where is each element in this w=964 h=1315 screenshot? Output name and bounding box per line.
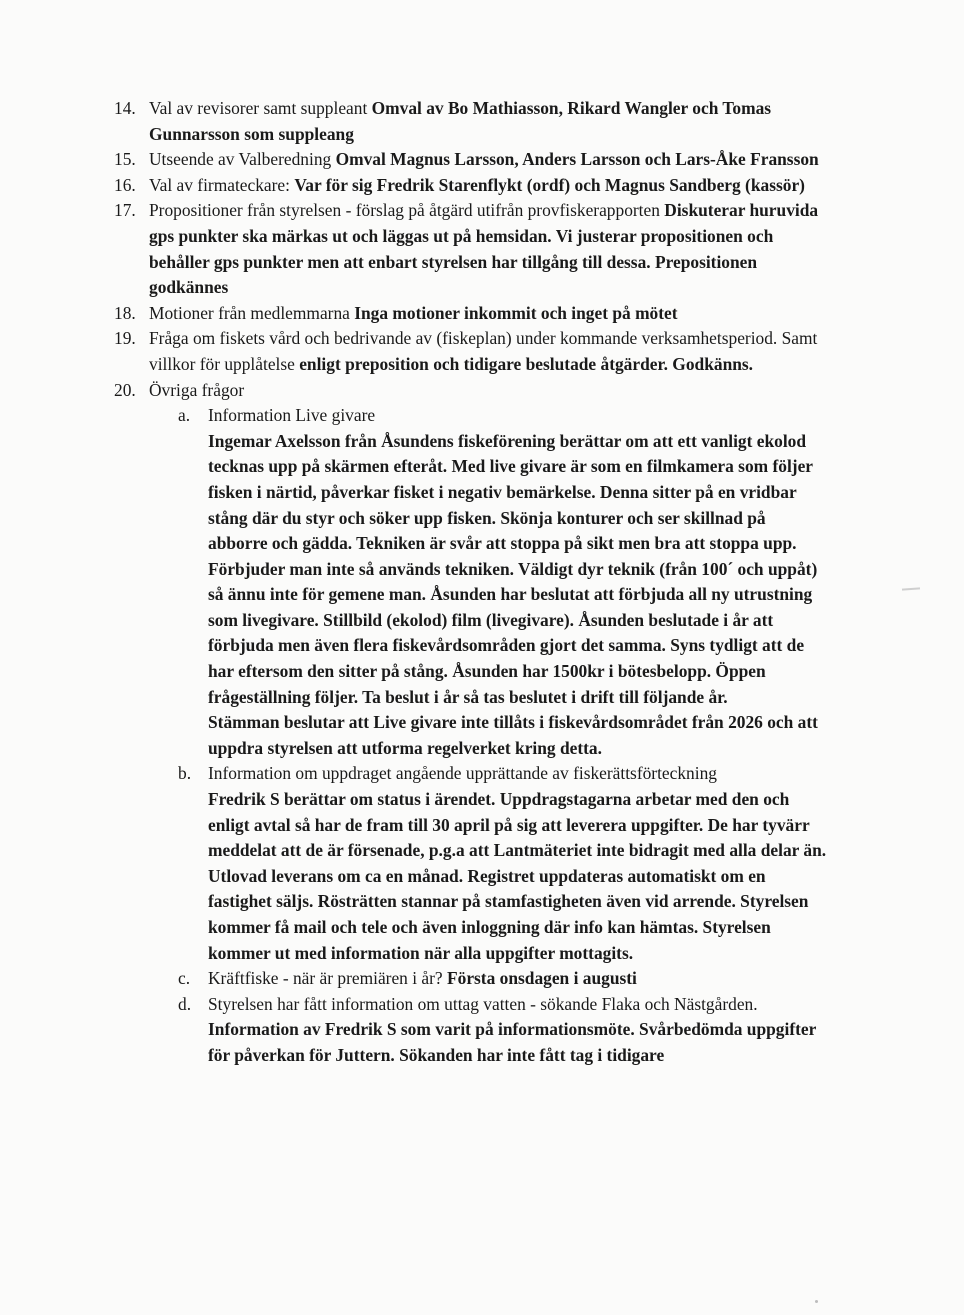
item-text: Övriga frågor bbox=[149, 379, 245, 400]
item-text: Val av firmateckare: bbox=[149, 174, 295, 195]
subitem-c bbox=[0, 966, 829, 992]
item-text: Motioner från medlemmarna bbox=[149, 302, 355, 323]
item-text: Fråga om fiskets vård och bedrivande av (fiskeplan) under kommande verksamhetsperiod. Samt villkor för upplåtelse bbox=[149, 328, 818, 374]
agenda-item-20 bbox=[0, 378, 829, 404]
subitem-decision: Första onsdagen i augusti bbox=[447, 968, 637, 989]
subitem-discussion: Information av Fredrik S som varit på informationsmöte. Svårbedömda uppgifter för påverkan för Juttern. Sökanden har inte fått tag i tidigare bbox=[208, 1019, 817, 1065]
agenda-item-19 bbox=[0, 326, 829, 377]
subitem-discussion: Ingemar Axelsson från Åsundens fiskeförening berättar om att ett vanligt ekolod tecknas upp på skärmen efteråt. Med live givare är som en filmkamera som följer fisken i närtid, påverkar fisket i negativ bemärkelse. Denna sitter på en vridbar stång där du styr och söker upp fisken. Skönja konturer och ser skillnad på abborre och gädda. Tekniken är svår att stoppa på sikt men bra att stoppa upp. Förbjuder man inte så används tekniken. Väldigt dyr teknik (från 100´ och uppåt) så ännu inte för gemene man. Åsunden har beslutat att förbjuda all ny utrustning som livegivare. Stillbild (ekolod) film (livegivare). Åsunden beslutade i år att förbjuda men även flera fiskevårdsområden gjort det samma. Syns tydligt att de har eftersom den sitter på stång. Åsunden har 1500kr i bötesbelopp. Öppen frågeställning följer. Ta beslut i år så tas beslutet i drift till följande år. bbox=[208, 430, 818, 707]
subitem-letter: d. bbox=[178, 993, 192, 1014]
subitem-letter: a. bbox=[178, 405, 191, 426]
item-number: 17. bbox=[114, 200, 136, 221]
agenda-item-15 bbox=[0, 147, 829, 173]
subitem-decision: Stämman beslutar att Live givare inte tillåts i fiskevårdsområdet från 2026 och att uppdra styrelsen att utforma regelverket kring detta. bbox=[208, 712, 818, 758]
subitem-letter: c. bbox=[178, 968, 191, 989]
agenda-item-16 bbox=[0, 173, 829, 199]
item-decision: Omval av Bo Mathiasson, Rikard Wangler och Tomas Gunnarsson som suppleang bbox=[149, 98, 772, 144]
agenda-item-18 bbox=[0, 301, 829, 327]
subitem-heading: Styrelsen har fått information om uttag vatten - sökande Flaka och Nästgården. bbox=[208, 993, 758, 1014]
agenda-item-17 bbox=[0, 198, 829, 300]
subitem-heading: Kräftfiske - när är premiären i år? bbox=[208, 968, 447, 989]
item-number: 20. bbox=[114, 379, 136, 400]
scan-speck bbox=[815, 1300, 818, 1303]
agenda-item-14 bbox=[0, 96, 829, 147]
item-number: 15. bbox=[114, 149, 136, 170]
subitem-letter: b. bbox=[178, 763, 192, 784]
document-page bbox=[0, 96, 964, 1069]
item-decision: Var för sig Fredrik Starenflykt (ordf) och Magnus Sandberg (kassör) bbox=[294, 174, 805, 195]
item-decision: Inga motioner inkommit och inget på mötet bbox=[354, 302, 678, 323]
item-decision: Omval Magnus Larsson, Anders Larsson och Lars-Åke Fransson bbox=[335, 149, 819, 170]
subitem-a bbox=[0, 403, 829, 761]
item-number: 18. bbox=[114, 302, 136, 323]
subitem-heading: Information Live givare bbox=[208, 405, 376, 426]
subitem-discussion: Fredrik S berättar om status i ärendet. Uppdragstagarna arbetar med den och enligt avtal så har de fram till 30 april på sig att leverera uppgifter. De har tyvärr meddelat att de är försenade, p.g.a att Lantmäteriet inte bidragit med alla delar än. Utlovad leverans om ca en månad. Registret uppdateras automatiskt om en fastighet säljs. Rösträtten stannar på stamfastigheten även vid arrende. Styrelsen kommer få mail och tele och även inloggning där info kan hämtas. Styrelsen kommer ut med information när alla uppgifter mottagits. bbox=[208, 789, 827, 963]
item-text: Propositioner från styrelsen - förslag på åtgärd utifrån provfiskerapporten bbox=[149, 200, 665, 221]
item-decision: Diskuterar huruvida gps punkter ska märkas ut och läggas ut på hemsidan. Vi justerar propositionen och behåller gps punkter men att enbart styrelsen har tillgång till dessa. Prepositionen godkännes bbox=[149, 200, 819, 298]
item-text: Utseende av Valberedning bbox=[149, 149, 336, 170]
subitem-b bbox=[0, 761, 829, 966]
item-number: 19. bbox=[114, 328, 136, 349]
item-decision: enligt preposition och tidigare beslutade åtgärder. Godkänns. bbox=[299, 353, 754, 374]
subitem-d bbox=[0, 992, 829, 1069]
item-text: Val av revisorer samt suppleant bbox=[149, 98, 372, 118]
subitem-heading: Information om uppdraget angående upprättande av fiskerättsförteckning bbox=[208, 763, 717, 784]
item-number: 16. bbox=[114, 174, 136, 195]
item-number: 14. bbox=[114, 98, 136, 118]
